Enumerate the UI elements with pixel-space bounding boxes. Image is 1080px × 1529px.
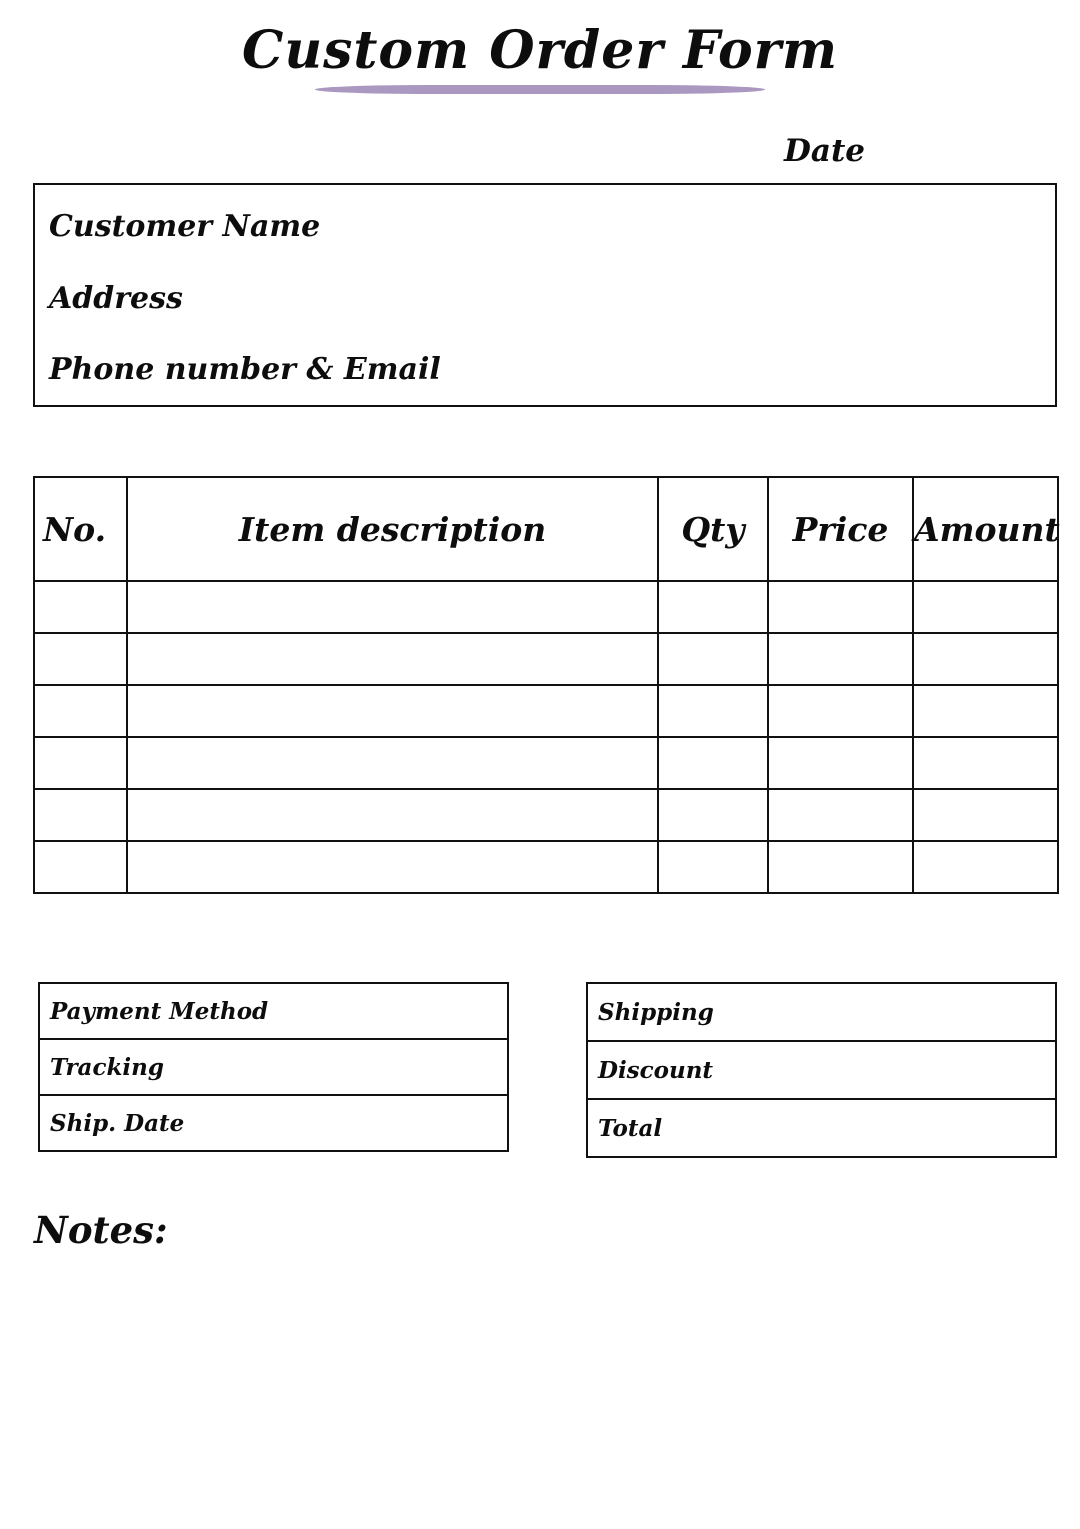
payment-method-row[interactable]: [39, 983, 508, 1039]
page-title: Custom Order Form: [241, 20, 839, 81]
cell-qty[interactable]: [658, 633, 768, 685]
cell-amount[interactable]: [913, 737, 1058, 789]
column-header-no: No.: [34, 477, 127, 581]
cell-amount[interactable]: [913, 789, 1058, 841]
column-header-item-description: Item description: [127, 477, 658, 581]
cell-no[interactable]: [34, 685, 127, 737]
ship-date-row[interactable]: [39, 1095, 508, 1151]
notes-label: Notes:: [34, 1208, 168, 1252]
table-row: [34, 841, 1058, 893]
column-header-qty: Qty: [658, 477, 768, 581]
cell-no[interactable]: [34, 581, 127, 633]
cell-description[interactable]: [127, 685, 658, 737]
cell-qty[interactable]: [658, 841, 768, 893]
table-row: [34, 685, 1058, 737]
cell-price[interactable]: [768, 737, 913, 789]
table-row: [34, 581, 1058, 633]
cell-qty[interactable]: [658, 789, 768, 841]
cell-description[interactable]: [127, 737, 658, 789]
cell-price[interactable]: [768, 685, 913, 737]
shipping-row[interactable]: [587, 983, 1056, 1041]
cell-amount[interactable]: [913, 841, 1058, 893]
cell-no[interactable]: [34, 633, 127, 685]
table-row: [34, 789, 1058, 841]
cell-price[interactable]: [768, 581, 913, 633]
cell-price[interactable]: [768, 841, 913, 893]
shipping-label[interactable]: Shipping: [587, 983, 1056, 1041]
cell-price[interactable]: [768, 633, 913, 685]
items-table: [33, 476, 1059, 894]
cell-qty[interactable]: [658, 737, 768, 789]
tracking-label[interactable]: Tracking: [39, 1039, 508, 1095]
cell-qty[interactable]: [658, 581, 768, 633]
address-label: Address: [49, 281, 183, 316]
column-header-amount: Amount: [913, 477, 1058, 581]
cell-qty[interactable]: [658, 685, 768, 737]
payment-method-label[interactable]: Payment Method: [39, 983, 508, 1039]
total-label[interactable]: Total: [587, 1099, 1056, 1157]
cell-description[interactable]: [127, 789, 658, 841]
shipping-details-box: [38, 982, 509, 1152]
cell-amount[interactable]: [913, 581, 1058, 633]
discount-row[interactable]: [587, 1041, 1056, 1099]
date-label: Date: [783, 133, 865, 169]
customer-info-box[interactable]: [33, 183, 1057, 407]
title-underline-decoration: [315, 85, 765, 94]
ship-date-label[interactable]: Ship. Date: [39, 1095, 508, 1151]
discount-label[interactable]: Discount: [587, 1041, 1056, 1099]
column-header-price: Price: [768, 477, 913, 581]
total-row[interactable]: [587, 1099, 1056, 1157]
cell-no[interactable]: [34, 737, 127, 789]
cell-description[interactable]: [127, 581, 658, 633]
table-row: [34, 633, 1058, 685]
tracking-row[interactable]: [39, 1039, 508, 1095]
cell-description[interactable]: [127, 841, 658, 893]
cell-no[interactable]: [34, 841, 127, 893]
totals-box: [586, 982, 1057, 1158]
cell-amount[interactable]: [913, 685, 1058, 737]
items-table-header-row: [34, 477, 1058, 581]
cell-price[interactable]: [768, 789, 913, 841]
phone-email-label: Phone number & Email: [49, 352, 441, 387]
customer-name-label: Customer Name: [49, 209, 321, 244]
page-title-block: [0, 20, 1080, 94]
cell-description[interactable]: [127, 633, 658, 685]
cell-no[interactable]: [34, 789, 127, 841]
table-row: [34, 737, 1058, 789]
cell-amount[interactable]: [913, 633, 1058, 685]
